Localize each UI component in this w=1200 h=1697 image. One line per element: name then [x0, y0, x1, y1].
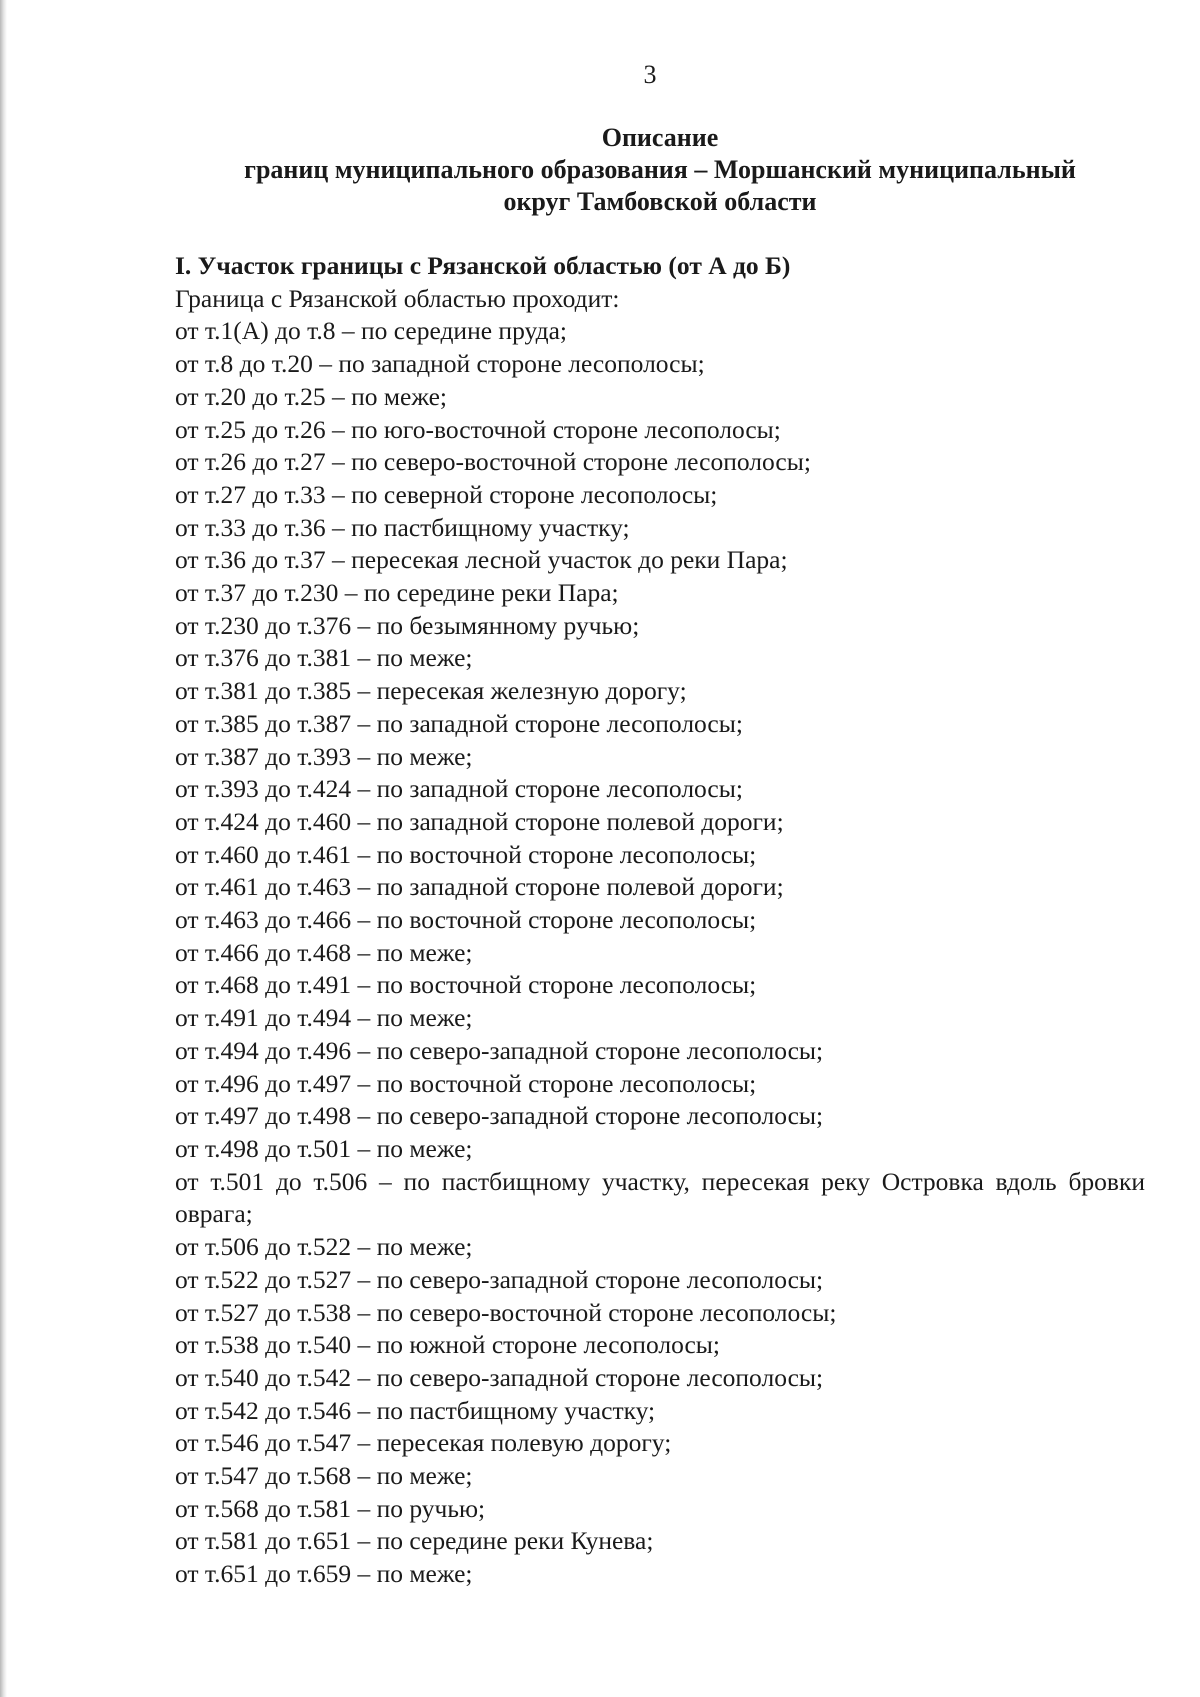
boundary-line: от т.393 до т.424 – по западной стороне лесополосы;	[175, 774, 743, 804]
boundary-line-list	[175, 315, 1145, 1590]
title-line-1: Описание	[601, 123, 719, 152]
boundary-line: от т.491 до т.494 – по меже;	[175, 1003, 473, 1033]
boundary-line: от т.468 до т.491 – по восточной стороне лесополосы;	[175, 970, 757, 1000]
section-heading: I. Участок границы с Рязанской областью (от А до Б)	[175, 251, 791, 280]
title-line-2: границ муниципального образования – Моршанский муниципальный	[244, 155, 1076, 184]
boundary-line: от т.651 до т.659 – по меже;	[175, 1559, 473, 1589]
boundary-line: от т.540 до т.542 – по северо-западной стороне лесополосы;	[175, 1362, 824, 1392]
boundary-line: от т.497 до т.498 – по северо-западной стороне лесополосы;	[175, 1101, 824, 1131]
boundary-line: от т.461 до т.463 – по западной стороне полевой дороги;	[175, 872, 784, 902]
boundary-line: от т.424 до т.460 – по западной стороне полевой дороги;	[175, 806, 784, 836]
boundary-line: от т.506 до т.522 – по меже;	[175, 1232, 473, 1262]
boundary-line: от т.496 до т.497 – по восточной стороне лесополосы;	[175, 1068, 757, 1098]
boundary-line: от т.37 до т.230 – по середине реки Пара;	[175, 578, 619, 608]
title-line-3: округ Тамбовской области	[503, 187, 817, 216]
boundary-line: от т.546 до т.547 – пересекая полевую дорогу;	[175, 1428, 672, 1458]
page-number: 3	[643, 60, 657, 89]
document-title	[180, 122, 1140, 218]
boundary-line: от т.542 до т.546 – по пастбищному участку;	[175, 1395, 656, 1425]
boundary-line: от т.568 до т.581 – по ручью;	[175, 1493, 486, 1523]
boundary-line: от т.20 до т.25 – по меже;	[175, 381, 448, 411]
boundary-line: от т.498 до т.501 – по меже;	[175, 1133, 473, 1163]
boundary-line: от т.33 до т.36 – по пастбищному участку;	[175, 512, 630, 542]
section-intro: Граница с Рязанской областью проходит:	[175, 283, 620, 313]
document-body	[175, 250, 1145, 1591]
boundary-line: от т.501 до т.506 – по пастбищному участку, пересекая реку Островка вдоль бровки оврага;	[175, 1166, 1145, 1229]
boundary-line: от т.381 до т.385 – пересекая железную дорогу;	[175, 676, 687, 706]
boundary-line: от т.8 до т.20 – по западной стороне лесополосы;	[175, 349, 705, 379]
boundary-line: от т.463 до т.466 – по восточной стороне лесополосы;	[175, 905, 757, 935]
boundary-line: от т.387 до т.393 – по меже;	[175, 741, 473, 771]
boundary-line: от т.466 до т.468 – по меже;	[175, 937, 473, 967]
boundary-line: от т.547 до т.568 – по меже;	[175, 1461, 473, 1491]
boundary-line: от т.460 до т.461 – по восточной стороне лесополосы;	[175, 839, 757, 869]
boundary-line: от т.1(А) до т.8 – по середине пруда;	[175, 316, 568, 346]
boundary-line: от т.26 до т.27 – по северо-восточной стороне лесополосы;	[175, 447, 811, 477]
boundary-line: от т.494 до т.496 – по северо-западной стороне лесополосы;	[175, 1035, 824, 1065]
boundary-line: от т.538 до т.540 – по южной стороне лесополосы;	[175, 1330, 721, 1360]
boundary-line: от т.36 до т.37 – пересекая лесной участок до реки Пара;	[175, 545, 788, 575]
boundary-line: от т.376 до т.381 – по меже;	[175, 643, 473, 673]
boundary-line: от т.230 до т.376 – по безымянному ручью;	[175, 610, 640, 640]
boundary-line: от т.27 до т.33 – по северной стороне лесополосы;	[175, 479, 718, 509]
scan-edge-shadow	[0, 0, 7, 1697]
boundary-line: от т.581 до т.651 – по середине реки Кунева;	[175, 1526, 654, 1556]
boundary-line: от т.527 до т.538 – по северо-восточной стороне лесополосы;	[175, 1297, 837, 1327]
boundary-line: от т.25 до т.26 – по юго-восточной стороне лесополосы;	[175, 414, 781, 444]
boundary-line: от т.385 до т.387 – по западной стороне лесополосы;	[175, 708, 743, 738]
boundary-line: от т.522 до т.527 – по северо-западной стороне лесополосы;	[175, 1264, 824, 1294]
